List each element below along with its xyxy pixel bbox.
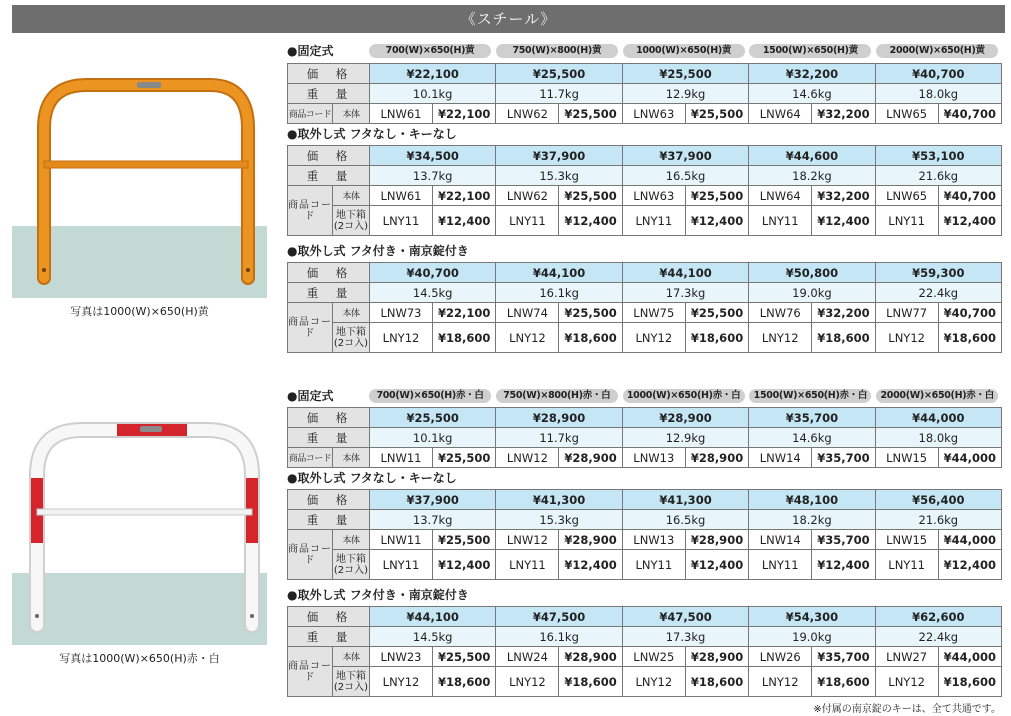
product-price: ¥35,700 <box>812 647 875 667</box>
sub-product-price: ¥18,600 <box>559 323 622 353</box>
weight-row <box>288 283 1002 303</box>
size-pill: 1500(W)×650(H)赤・白 <box>749 389 871 403</box>
product-price: ¥25,500 <box>433 647 496 667</box>
weight-label: 重 量 <box>288 510 370 530</box>
sub-box-label: 地下箱(2コ入) <box>333 667 370 697</box>
price-cell: ¥44,600 <box>749 146 875 166</box>
size-pill: 2000(W)×650(H)赤・白 <box>876 389 998 403</box>
product-photo-yellow <box>12 73 267 298</box>
weight-label: 重 量 <box>288 166 370 186</box>
section-heading: ●取外し式 フタ付き・南京錠付き <box>287 244 469 258</box>
product-code: LNW15 <box>875 448 938 468</box>
code-row <box>288 530 1002 550</box>
product-code: LNW27 <box>875 647 938 667</box>
weight-cell: 18.2kg <box>749 510 875 530</box>
body-label: 本体 <box>333 104 370 124</box>
product-photo-redwhite <box>12 420 267 645</box>
price-cell: ¥41,300 <box>622 490 748 510</box>
sub-product-price: ¥18,600 <box>938 667 1001 697</box>
sub-product-price: ¥12,400 <box>433 206 496 236</box>
price-cell: ¥37,900 <box>370 490 496 510</box>
weight-cell: 17.3kg <box>622 627 748 647</box>
price-cell: ¥22,100 <box>370 64 496 84</box>
price-label: 価 格 <box>288 607 370 627</box>
price-cell: ¥37,900 <box>622 146 748 166</box>
product-code: LNW77 <box>875 303 938 323</box>
product-price: ¥22,100 <box>433 104 496 124</box>
body-label: 本体 <box>333 303 370 323</box>
product-code: LNW14 <box>749 530 812 550</box>
code-label: 商品コード <box>288 186 333 236</box>
product-code: LNW64 <box>749 104 812 124</box>
price-cell: ¥56,400 <box>875 490 1001 510</box>
code-row <box>288 186 1002 206</box>
weight-cell: 14.6kg <box>749 84 875 104</box>
section-heading: ●固定式 700(W)×650(H)赤・白 750(W)×800(H)赤・白 1000(W)×650(H)赤・白 1500(W)×650(H)赤・白 2000(W)×650(H)赤・白 <box>287 389 333 403</box>
price-table <box>287 145 1002 236</box>
product-code: LNW76 <box>749 303 812 323</box>
product-price: ¥35,700 <box>812 448 875 468</box>
price-cell: ¥35,700 <box>749 408 875 428</box>
weight-row <box>288 627 1002 647</box>
product-price: ¥32,200 <box>812 186 875 206</box>
weight-cell: 18.0kg <box>875 428 1001 448</box>
product-price: ¥44,000 <box>938 647 1001 667</box>
product-code: LNW11 <box>370 530 433 550</box>
yellow-barrier-image <box>12 73 267 298</box>
price-cell: ¥34,500 <box>370 146 496 166</box>
product-code: LNW63 <box>622 186 685 206</box>
size-pill: 700(W)×650(H)黄 <box>369 44 491 58</box>
code-label: 商品コード <box>288 104 333 124</box>
weight-cell: 21.6kg <box>875 510 1001 530</box>
sub-product-code: LNY12 <box>622 323 685 353</box>
sub-product-code: LNY11 <box>496 550 559 580</box>
sub-product-code: LNY12 <box>622 667 685 697</box>
product-price: ¥28,900 <box>559 530 622 550</box>
price-table <box>287 489 1002 580</box>
sub-product-price: ¥18,600 <box>938 323 1001 353</box>
price-cell: ¥59,300 <box>875 263 1001 283</box>
product-price: ¥44,000 <box>938 530 1001 550</box>
sub-code-row <box>288 667 1002 697</box>
weight-cell: 16.5kg <box>622 510 748 530</box>
sub-product-code: LNY12 <box>496 667 559 697</box>
weight-cell: 14.5kg <box>370 627 496 647</box>
sub-product-code: LNY12 <box>749 323 812 353</box>
size-pill: 1000(W)×650(H)赤・白 <box>623 389 745 403</box>
weight-cell: 14.5kg <box>370 283 496 303</box>
weight-cell: 21.6kg <box>875 166 1001 186</box>
sub-product-code: LNY11 <box>622 550 685 580</box>
sub-product-price: ¥12,400 <box>433 550 496 580</box>
product-code: LNW26 <box>749 647 812 667</box>
product-code: LNW12 <box>496 530 559 550</box>
weight-label: 重 量 <box>288 627 370 647</box>
product-price: ¥40,700 <box>938 186 1001 206</box>
sub-product-code: LNY11 <box>622 206 685 236</box>
sub-product-price: ¥18,600 <box>433 323 496 353</box>
price-cell: ¥53,100 <box>875 146 1001 166</box>
weight-cell: 12.9kg <box>622 84 748 104</box>
product-code: LNW24 <box>496 647 559 667</box>
product-code: LNW25 <box>622 647 685 667</box>
sub-product-price: ¥18,600 <box>433 667 496 697</box>
product-code: LNW13 <box>622 448 685 468</box>
product-code: LNW65 <box>875 104 938 124</box>
product-code: LNW65 <box>875 186 938 206</box>
price-row <box>288 490 1002 510</box>
sub-box-label: 地下箱(2コ入) <box>333 550 370 580</box>
photo-caption-yellow: 写真は1000(W)×650(H)黄 <box>70 305 209 318</box>
weight-cell: 18.2kg <box>749 166 875 186</box>
sub-product-price: ¥12,400 <box>938 206 1001 236</box>
weight-cell: 11.7kg <box>496 428 622 448</box>
product-code: LNW73 <box>370 303 433 323</box>
price-cell: ¥25,500 <box>370 408 496 428</box>
footnote: ※付属の南京錠のキーは、全て共通です。 <box>813 704 1001 715</box>
code-label: 商品コード <box>288 448 333 468</box>
sub-product-price: ¥12,400 <box>938 550 1001 580</box>
price-table <box>287 262 1002 353</box>
sub-product-code: LNY12 <box>370 667 433 697</box>
sub-product-price: ¥12,400 <box>812 550 875 580</box>
product-price: ¥25,500 <box>685 104 748 124</box>
price-cell: ¥44,100 <box>496 263 622 283</box>
product-code: LNW23 <box>370 647 433 667</box>
weight-cell: 22.4kg <box>875 283 1001 303</box>
weight-cell: 16.5kg <box>622 166 748 186</box>
code-label: 商品コード <box>288 647 333 697</box>
product-price: ¥25,500 <box>433 530 496 550</box>
code-row <box>288 448 1002 468</box>
price-label: 価 格 <box>288 263 370 283</box>
weight-label: 重 量 <box>288 84 370 104</box>
product-price: ¥44,000 <box>938 448 1001 468</box>
sub-product-price: ¥12,400 <box>685 206 748 236</box>
price-cell: ¥44,000 <box>875 408 1001 428</box>
weight-cell: 19.0kg <box>749 283 875 303</box>
body-label: 本体 <box>333 448 370 468</box>
price-row <box>288 263 1002 283</box>
weight-row <box>288 428 1002 448</box>
size-headers <box>369 389 1003 403</box>
product-price: ¥28,900 <box>685 448 748 468</box>
sub-code-row <box>288 323 1002 353</box>
weight-cell: 17.3kg <box>622 283 748 303</box>
weight-cell: 16.1kg <box>496 283 622 303</box>
sub-product-code: LNY11 <box>875 550 938 580</box>
price-table <box>287 407 1002 468</box>
photo-caption-redwhite: 写真は1000(W)×650(H)赤・白 <box>59 652 220 665</box>
sub-product-code: LNY11 <box>749 550 812 580</box>
sub-product-code: LNY11 <box>496 206 559 236</box>
code-label: 商品コード <box>288 303 333 353</box>
price-cell: ¥48,100 <box>749 490 875 510</box>
price-cell: ¥37,900 <box>496 146 622 166</box>
product-code: LNW11 <box>370 448 433 468</box>
size-pill: 1000(W)×650(H)黄 <box>623 44 745 58</box>
body-label: 本体 <box>333 186 370 206</box>
sub-product-price: ¥12,400 <box>685 550 748 580</box>
weight-cell: 16.1kg <box>496 627 622 647</box>
price-cell: ¥32,200 <box>749 64 875 84</box>
weight-cell: 18.0kg <box>875 84 1001 104</box>
price-row <box>288 607 1002 627</box>
product-code: LNW14 <box>749 448 812 468</box>
sub-product-price: ¥12,400 <box>559 550 622 580</box>
sub-box-label: 地下箱(2コ入) <box>333 323 370 353</box>
price-label: 価 格 <box>288 64 370 84</box>
price-cell: ¥47,500 <box>496 607 622 627</box>
price-cell: ¥50,800 <box>749 263 875 283</box>
product-code: LNW61 <box>370 104 433 124</box>
weight-cell: 15.3kg <box>496 166 622 186</box>
price-label: 価 格 <box>288 408 370 428</box>
product-price: ¥25,500 <box>559 186 622 206</box>
product-price: ¥25,500 <box>685 186 748 206</box>
price-cell: ¥54,300 <box>749 607 875 627</box>
sub-box-label: 地下箱(2コ入) <box>333 206 370 236</box>
price-cell: ¥40,700 <box>370 263 496 283</box>
page-title: 《スチール》 <box>12 5 1005 33</box>
sub-product-code: LNY12 <box>496 323 559 353</box>
price-cell: ¥41,300 <box>496 490 622 510</box>
price-label: 価 格 <box>288 146 370 166</box>
price-cell: ¥62,600 <box>875 607 1001 627</box>
product-price: ¥32,200 <box>812 303 875 323</box>
product-code: LNW12 <box>496 448 559 468</box>
product-code: LNW15 <box>875 530 938 550</box>
product-code: LNW63 <box>622 104 685 124</box>
sub-product-price: ¥12,400 <box>559 206 622 236</box>
price-cell: ¥47,500 <box>622 607 748 627</box>
product-price: ¥25,500 <box>685 303 748 323</box>
product-code: LNW62 <box>496 186 559 206</box>
product-price: ¥22,100 <box>433 303 496 323</box>
product-code: LNW64 <box>749 186 812 206</box>
sub-product-price: ¥18,600 <box>559 667 622 697</box>
product-price: ¥40,700 <box>938 303 1001 323</box>
product-code: LNW13 <box>622 530 685 550</box>
section-heading: ●固定式 700(W)×650(H)黄 750(W)×800(H)黄 1000(W)×650(H)黄 1500(W)×650(H)黄 2000(W)×650(H)黄 <box>287 44 333 58</box>
product-price: ¥25,500 <box>559 303 622 323</box>
price-cell: ¥44,100 <box>622 263 748 283</box>
price-cell: ¥44,100 <box>370 607 496 627</box>
size-pill: 2000(W)×650(H)黄 <box>876 44 998 58</box>
sub-code-row <box>288 550 1002 580</box>
weight-cell: 14.6kg <box>749 428 875 448</box>
product-price: ¥25,500 <box>433 448 496 468</box>
weight-row <box>288 510 1002 530</box>
price-cell: ¥28,900 <box>496 408 622 428</box>
code-row <box>288 104 1002 124</box>
sub-product-code: LNY11 <box>875 206 938 236</box>
size-pill: 750(W)×800(H)黄 <box>496 44 618 58</box>
price-cell: ¥40,700 <box>875 64 1001 84</box>
weight-cell: 19.0kg <box>749 627 875 647</box>
product-price: ¥22,100 <box>433 186 496 206</box>
product-price: ¥28,900 <box>685 530 748 550</box>
product-price: ¥32,200 <box>812 104 875 124</box>
sub-product-price: ¥18,600 <box>685 667 748 697</box>
price-row <box>288 146 1002 166</box>
product-price: ¥35,700 <box>812 530 875 550</box>
price-table <box>287 606 1002 697</box>
product-code: LNW62 <box>496 104 559 124</box>
sub-product-code: LNY12 <box>370 323 433 353</box>
price-cell: ¥28,900 <box>622 408 748 428</box>
price-cell: ¥25,500 <box>496 64 622 84</box>
code-label: 商品コード <box>288 530 333 580</box>
code-row <box>288 303 1002 323</box>
product-price: ¥40,700 <box>938 104 1001 124</box>
sub-product-price: ¥18,600 <box>812 667 875 697</box>
weight-cell: 15.3kg <box>496 510 622 530</box>
product-price: ¥28,900 <box>559 448 622 468</box>
product-code: LNW74 <box>496 303 559 323</box>
weight-label: 重 量 <box>288 283 370 303</box>
code-row <box>288 647 1002 667</box>
size-headers <box>369 44 1003 58</box>
sub-product-price: ¥12,400 <box>812 206 875 236</box>
sub-product-code: LNY11 <box>370 550 433 580</box>
sub-product-price: ¥18,600 <box>812 323 875 353</box>
product-code: LNW75 <box>622 303 685 323</box>
section-heading: ●取外し式 フタなし・キーなし <box>287 471 457 485</box>
size-pill: 700(W)×650(H)赤・白 <box>369 389 491 403</box>
sub-product-code: LNY11 <box>749 206 812 236</box>
size-pill: 1500(W)×650(H)黄 <box>749 44 871 58</box>
product-price: ¥28,900 <box>685 647 748 667</box>
sub-code-row <box>288 206 1002 236</box>
price-table <box>287 63 1002 124</box>
weight-cell: 13.7kg <box>370 166 496 186</box>
product-price: ¥28,900 <box>559 647 622 667</box>
body-label: 本体 <box>333 647 370 667</box>
weight-cell: 10.1kg <box>370 84 496 104</box>
weight-label: 重 量 <box>288 428 370 448</box>
weight-cell: 13.7kg <box>370 510 496 530</box>
section-heading: ●取外し式 フタなし・キーなし <box>287 127 457 141</box>
section-heading: ●取外し式 フタ付き・南京錠付き <box>287 588 469 602</box>
redwhite-barrier-image <box>12 420 267 645</box>
product-code: LNW61 <box>370 186 433 206</box>
price-label: 価 格 <box>288 490 370 510</box>
weight-cell: 12.9kg <box>622 428 748 448</box>
sub-product-code: LNY12 <box>875 323 938 353</box>
sub-product-code: LNY12 <box>875 667 938 697</box>
weight-cell: 22.4kg <box>875 627 1001 647</box>
price-row <box>288 408 1002 428</box>
weight-cell: 10.1kg <box>370 428 496 448</box>
size-pill: 750(W)×800(H)赤・白 <box>496 389 618 403</box>
sub-product-price: ¥18,600 <box>685 323 748 353</box>
body-label: 本体 <box>333 530 370 550</box>
product-price: ¥25,500 <box>559 104 622 124</box>
sub-product-code: LNY11 <box>370 206 433 236</box>
weight-row <box>288 84 1002 104</box>
sub-product-code: LNY12 <box>749 667 812 697</box>
weight-row <box>288 166 1002 186</box>
weight-cell: 11.7kg <box>496 84 622 104</box>
price-row <box>288 64 1002 84</box>
price-cell: ¥25,500 <box>622 64 748 84</box>
